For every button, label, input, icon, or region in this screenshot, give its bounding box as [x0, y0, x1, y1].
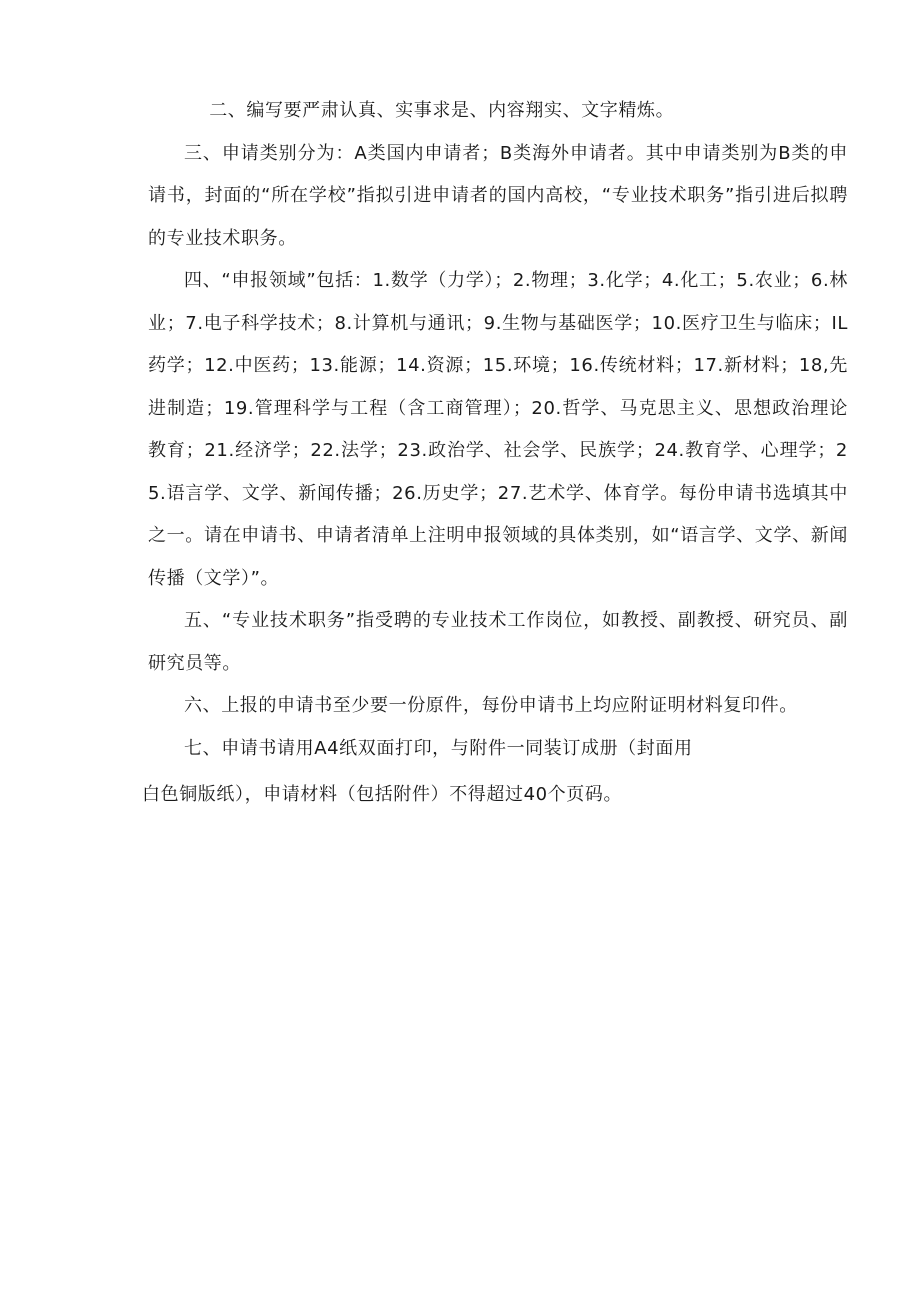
- paragraph-4-application-fields: 四、“申报领域”包括：1.数学（力学）；2.物理；3.化学；4.化工；5.农业；6.林业；7.电子科学技术；8.计算机与通讯；9.生物与基础医学；10.医疗卫生与临床；IL药学；12.中医药；13.能源；14.资源；15.环境；16.传统材料；17.新材料；18,先进制造；19.管理科学与工程（含工商管理）；20.哲学、马克思主义、思想政治理论教育；21.经济学；22.法学；23.政治学、社会学、民族学；24.教育学、心理学；25.语言学、文学、新闻传播；26.历史学；27.艺术学、体育学。每份申请书选填其中之一。请在申请书、申请者清单上注明申报领域的具体类别，如“语言学、文学、新闻传播（文学）”。: [148, 270, 848, 589]
- paragraph-3-application-categories: 三、申请类别分为：A类国内申请者；B类海外申请者。其中申请类别为B类的申请书，封面的“所在学校”指拟引进申请者的国内高校，“专业技术职务”指引进后拟聘的专业技术职务。: [148, 142, 848, 249]
- paragraph-6-original-copies: 六、上报的申请书至少要一份原件，每份申请书上均应附证明材料复印件。: [184, 695, 798, 716]
- paragraph-2-writing-requirements: 二、编写要严肃认真、实事求是、内容翔实、文字精炼。: [209, 100, 675, 121]
- paragraph-5-professional-title: 五、“专业技术职务”指受聘的专业技术工作岗位，如教授、副教授、研究员、副研究员等。: [148, 610, 848, 674]
- document-body: [142, 90, 848, 817]
- paragraph-7-printing-part-1: 七、申请书请用A4纸双面打印，与附件一同装订成册（封面用: [184, 737, 693, 759]
- paragraph-7-printing-part-2: 白色铜版纸），申请材料（包括附件）不得超过40个页码。: [142, 784, 623, 805]
